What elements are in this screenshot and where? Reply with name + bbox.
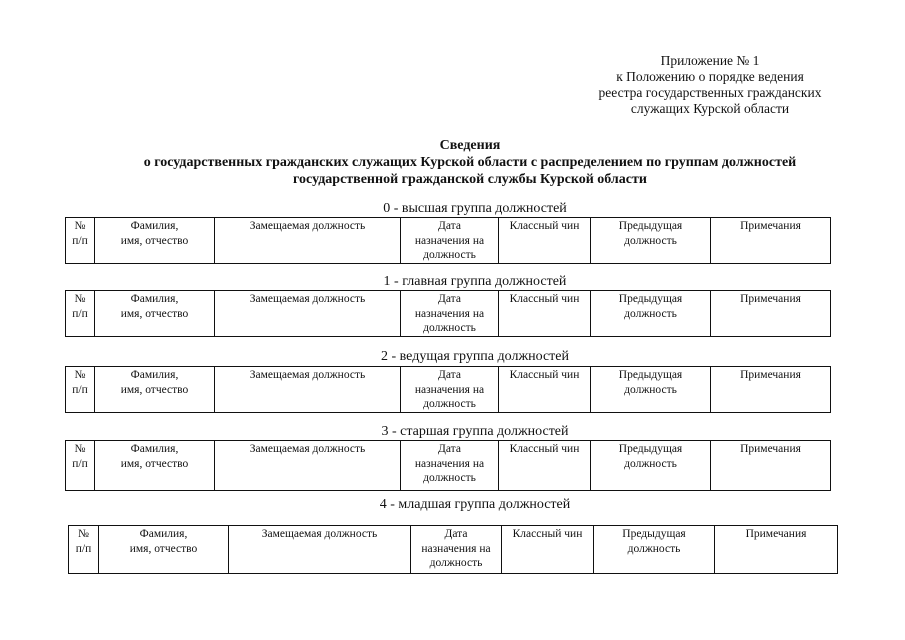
group-table-4 bbox=[68, 525, 838, 574]
appendix-line-3: реестра государственных гражданских bbox=[598, 85, 822, 100]
heading-line-1: Сведения bbox=[439, 138, 501, 153]
header-previous-position: Предыдущая должность bbox=[591, 367, 711, 413]
header-number: № п/п bbox=[69, 526, 99, 574]
header-previous-position: Предыдущая должность bbox=[591, 218, 711, 264]
header-previous-position: Предыдущая должность bbox=[591, 441, 711, 491]
header-class-rank: Классный чин bbox=[499, 291, 591, 337]
header-previous-position: Предыдущая должность bbox=[594, 526, 715, 574]
header-appointment-date: Дата назначения на должность bbox=[401, 367, 499, 413]
header-class-rank: Классный чин bbox=[499, 367, 591, 413]
header-notes: Примечания bbox=[711, 441, 831, 491]
group-title-0: 0 - высшая группа должностей bbox=[383, 201, 567, 216]
header-notes: Примечания bbox=[711, 367, 831, 413]
header-class-rank: Классный чин bbox=[499, 218, 591, 264]
group-table-0 bbox=[65, 217, 831, 264]
appendix-block bbox=[560, 53, 860, 117]
header-number: № п/п bbox=[66, 441, 95, 491]
header-position: Замещаемая должность bbox=[229, 526, 411, 574]
group-table-3 bbox=[65, 440, 831, 491]
header-notes: Примечания bbox=[711, 218, 831, 264]
table-header-row bbox=[66, 291, 831, 337]
appendix-line-4: служащих Курской области bbox=[630, 101, 790, 116]
header-number: № п/п bbox=[66, 367, 95, 413]
document-heading bbox=[40, 137, 900, 188]
header-appointment-date: Дата назначения на должность bbox=[411, 526, 502, 574]
group-title-1: 1 - главная группа должностей bbox=[383, 274, 567, 289]
header-notes: Примечания bbox=[715, 526, 838, 574]
table-header-row bbox=[66, 218, 831, 264]
group-table-2 bbox=[65, 366, 831, 413]
header-full-name: Фамилия, имя, отчество bbox=[95, 367, 215, 413]
header-position: Замещаемая должность bbox=[215, 218, 401, 264]
header-notes: Примечания bbox=[711, 291, 831, 337]
header-number: № п/п bbox=[66, 218, 95, 264]
group-title-4: 4 - младшая группа должностей bbox=[379, 497, 571, 512]
group-title-3: 3 - старшая группа должностей bbox=[381, 424, 569, 439]
heading-line-3: государственной гражданской службы Курской области bbox=[293, 172, 647, 187]
group-title-2: 2 - ведущая группа должностей bbox=[380, 349, 569, 364]
header-full-name: Фамилия, имя, отчество bbox=[95, 291, 215, 337]
header-full-name: Фамилия, имя, отчество bbox=[99, 526, 229, 574]
header-full-name: Фамилия, имя, отчество bbox=[95, 441, 215, 491]
heading-line-2: о государственных гражданских служащих Курской области с распределением по группам должностей bbox=[143, 155, 797, 170]
header-class-rank: Классный чин bbox=[502, 526, 594, 574]
header-appointment-date: Дата назначения на должность bbox=[401, 291, 499, 337]
table-header-row bbox=[66, 441, 831, 491]
header-full-name: Фамилия, имя, отчество bbox=[95, 218, 215, 264]
table-header-row bbox=[66, 367, 831, 413]
group-table-1 bbox=[65, 290, 831, 337]
header-appointment-date: Дата назначения на должность bbox=[401, 441, 499, 491]
table-header-row bbox=[69, 526, 838, 574]
header-class-rank: Классный чин bbox=[499, 441, 591, 491]
header-position: Замещаемая должность bbox=[215, 367, 401, 413]
appendix-line-2: к Положению о порядке ведения bbox=[616, 69, 804, 84]
header-appointment-date: Дата назначения на должность bbox=[401, 218, 499, 264]
header-position: Замещаемая должность bbox=[215, 291, 401, 337]
header-previous-position: Предыдущая должность bbox=[591, 291, 711, 337]
header-number: № п/п bbox=[66, 291, 95, 337]
header-position: Замещаемая должность bbox=[215, 441, 401, 491]
appendix-line-1: Приложение № 1 bbox=[660, 53, 760, 68]
